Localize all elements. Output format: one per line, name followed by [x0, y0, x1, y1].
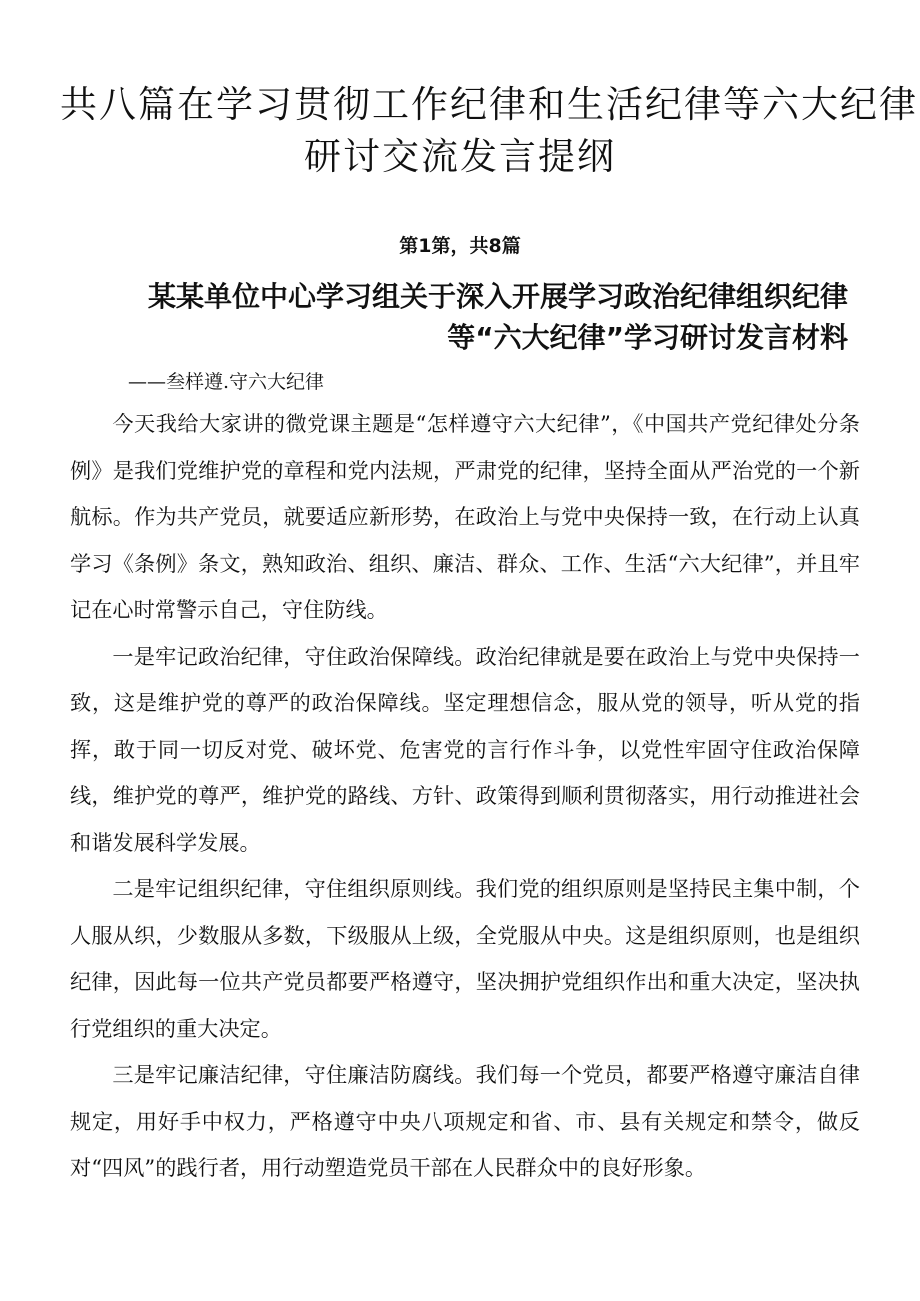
body-text — [70, 401, 860, 1192]
document-title-line-1: 共八篇在学习贯彻工作纪律和生活纪律等六大纪律 — [60, 83, 918, 126]
paragraph-political-discipline: 一是牢记政治纪律，守住政治保障线。政治纪律就是要在政治上与党中央保持一致，这是维护党的尊严的政治保障线。坚定理想信念，服从党的领导，听从党的指挥，敢于同一切反对党、破坏党、危害党的言行作斗争，以党性牢固守住政治保障线，维护党的尊严，维护党的路线、方针、政策得到顺利贯彻落实，用行动推进社会和谐发展科学发展。 — [70, 643, 860, 855]
paragraph-intro: 今天我给大家讲的微党课主题是“怎样遵守六大纪律”，《中国共产党纪律处分条例》是我们党维护党的章程和党内法规，严肃党的纪律，坚持全面从严治党的一个新航标。作为共产党员，就要适应新形势，在政治上与党中央保持一致，在行动上认真学习《条例》条文，熟知政治、组织、廉洁、群众、工作、生活“六大纪律”，并且牢记在心时常警示自己，守住防线。 — [70, 411, 860, 622]
paragraph-integrity-discipline: 三是牢记廉洁纪律，守住廉洁防腐线。我们每一个党员，都要严格遵守廉洁自律规定，用好手中权力，严格遵守中央八项规定和省、市、县有关规定和禁令，做反对“四风”的践行者，用行动塑造党员干部在人民群众中的良好形象。 — [70, 1062, 860, 1180]
section-subheading: ——叁样遵.守六大纪律 — [128, 371, 325, 393]
section-title-line-2: 等“六大纪律”学习研讨发言材料 — [447, 321, 848, 354]
document-title-line-2: 研讨交流发言提纲 — [304, 135, 616, 178]
paragraph-organizational-discipline: 二是牢记组织纪律，守住组织原则线。我们党的组织原则是坚持民主集中制，个人服从织，少数服从多数，下级服从上级，全党服从中央。这是组织原则，也是组织纪律，因此每一位共产党员都要严格遵守，坚决拥护党组织作出和重大决定，坚决执行党组织的重大决定。 — [70, 876, 860, 1041]
part-label: 第1第，共8篇 — [399, 235, 521, 257]
section-title-line-1: 某某单位中心学习组关于深入开展学习政治纪律组织纪律 — [147, 280, 848, 313]
